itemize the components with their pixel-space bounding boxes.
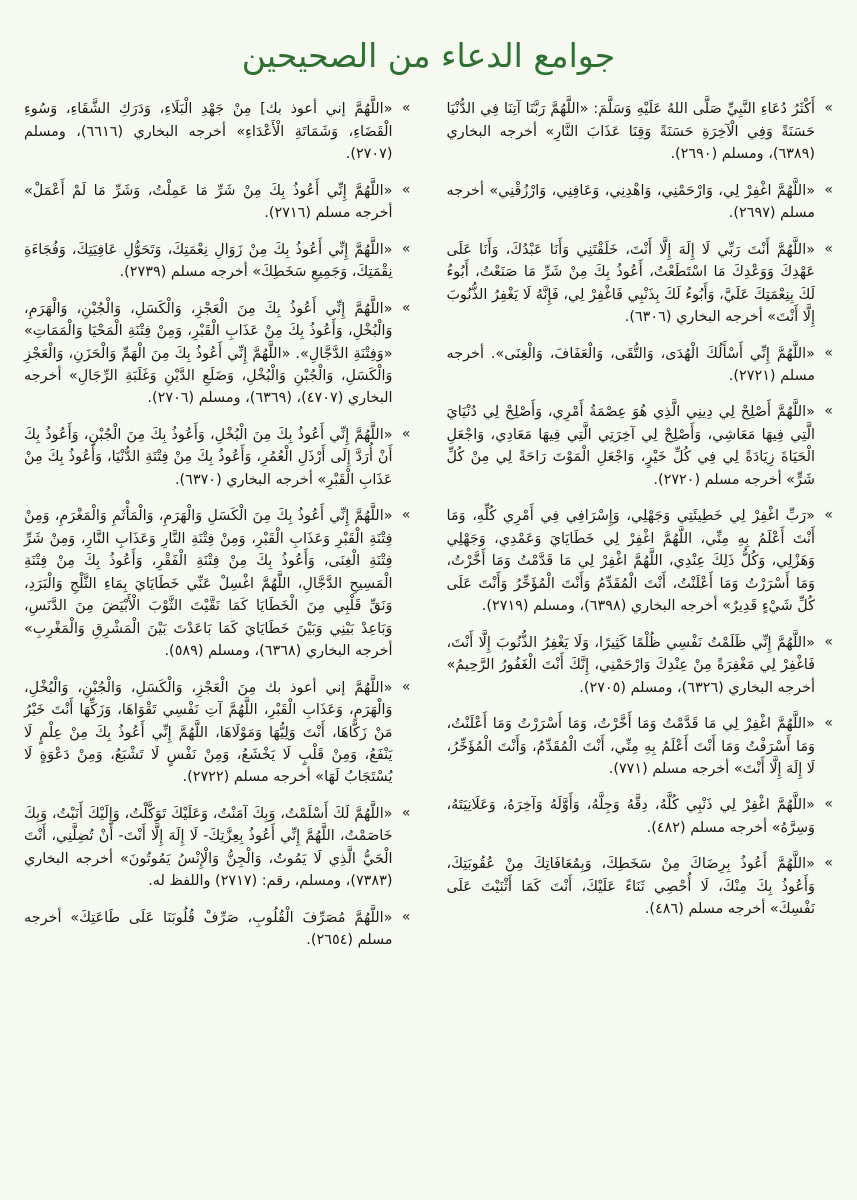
bullet-marker: » <box>824 633 833 650</box>
dua-text: «اللَّهُمَّ إِنِّي أَعُوذُ بِكَ مِنْ زَوَالِ نِعْمَتِكَ، وَتَحَوُّلِ عَافِيَتِكَ، وَفُجَاءَةِ نِقْمَتِكَ، وَجَمِيعِ سَخَطِكَ» أخرجه مسلم (٢٧٣٩). <box>24 241 393 281</box>
dua-entry <box>447 853 834 920</box>
dua-entry <box>447 794 834 839</box>
dua-entry <box>447 401 834 491</box>
dua-entry <box>447 180 834 225</box>
dua-entry <box>24 677 411 789</box>
columns <box>24 98 833 965</box>
bullet-marker: » <box>401 240 411 257</box>
bullet-marker: » <box>401 908 411 925</box>
bullet-marker: » <box>824 403 833 420</box>
dua-text: «اللَّهُمَّ إِنِّي أَعُوذُ بِكَ مِنَ الْكَسَلِ وَالْهَرَمِ، وَالْمَأْثَمِ وَالْمَغْرَمِ، وَمِنْ فِتْنَةِ الْقَبْرِ وَعَذَابِ الْقَبْرِ، وَمِنْ فِتْنَةِ النَّارِ وَعَذَابِ النَّارِ، وَمِنْ شَرِّ فِتْنَةِ الْغِنَى، وَأَعُوذُ بِكَ مِنْ فِتْنَةِ الْفَقْرِ، وَأَعُوذُ بِكَ مِنْ فِتْنَةِ الْمَسِيحِ الدَّجَّالِ، اللَّهُمَّ اغْسِلْ عَنِّي خَطَايَايَ بِمَاءِ الثَّلْجِ وَالْبَرَدِ، وَنَقِّ قَلْبِي مِنَ الْخَطَايَا كَمَا نَقَّيْتَ الثَّوْبَ الْأَبْيَضَ مِنَ الدَّنَسِ، وَبَاعِدْ بَيْنِي وَبَيْنَ خَطَايَايَ كَمَا بَاعَدْتَ بَيْنَ الْمَشْرِقِ وَالْمَغْرِبِ» أخرجه البخاري (٦٣٦٨)، ومسلم (٥٨٩). <box>24 508 393 660</box>
dua-text: «رَبِّ اغْفِرْ لِي خَطِيئَتِي وَجَهْلِي، وَإِسْرَافِي فِي أَمْرِي كُلِّهِ، وَمَا أَنْتَ أَعْلَمُ بِهِ مِنِّي، اللَّهُمَّ اغْفِرْ لِي خَطَايَايَ وَعَمْدِي، وَجَهْلِي وَهَزْلِي، وَكُلُّ ذَلِكَ عِنْدِي، اللَّهُمَّ اغْفِرْ لِي مَا قَدَّمْتُ وَمَا أَخَّرْتُ، وَمَا أَسْرَرْتُ وَمَا أَعْلَنْتُ، أَنْتَ الْمُقَدِّمُ وَأَنْتَ الْمُؤَخِّرُ وَأَنْتَ عَلَى كُلِّ شَيْءٍ قَدِيرٌ» أخرجه البخاري (٦٣٩٨)، ومسلم (٢٧١٩). <box>446 508 815 615</box>
bullet-marker: » <box>401 181 411 198</box>
dua-entry <box>24 424 411 491</box>
dua-text: «اللَّهُمَّ أَصْلِحْ لِي دِينِي الَّذِي هُوَ عِصْمَةُ أَمْرِي، وَأَصْلِحْ لِي دُنْيَايَ الَّتِي فِيهَا مَعَاشِي، وَأَصْلِحْ لِي آخِرَتِي الَّتِي فِيهَا مَعَادِي، وَاجْعَلِ الْحَيَاةَ زِيَادَةً لِي فِي كُلِّ خَيْرٍ، وَاجْعَلِ الْمَوْتَ رَاحَةً لِي مِنْ كُلِّ شَرٍّ» أخرجه مسلم (٢٧٢٠). <box>446 404 815 488</box>
bullet-marker: » <box>401 299 411 316</box>
dua-entry <box>24 505 411 662</box>
dua-entry <box>447 98 834 165</box>
dua-entry <box>447 632 834 699</box>
dua-text: «اللَّهُمَّ إِنِّي ظَلَمْتُ نَفْسِي ظُلْمًا كَثِيرًا، وَلَا يَغْفِرُ الذُّنُوبَ إِلَّا أَنْتَ، فَاغْفِرْ لِي مَغْفِرَةً مِنْ عِنْدِكَ وَارْحَمْنِي، إِنَّكَ أَنْتَ الْغَفُورُ الرَّحِيمُ» أخرجه البخاري (٦٣٢٦)، ومسلم (٢٧٠٥). <box>446 634 815 696</box>
dua-text: «اللَّهُمَّ إِنِّي أَعُوذُ بِكَ مِنَ الْعَجْزِ، وَالْكَسَلِ، وَالْجُبْنِ، وَالْهَرَمِ، وَالْبُخْلِ، وَأَعُوذُ بِكَ مِنْ عَذَابِ الْقَبْرِ، وَمِنْ فِتْنَةِ الْمَحْيَا وَالْمَمَاتِ» «وَفِتْنَةِ الدَّجَّالِ». «اللَّهُمَّ إِنِّي أَعُوذُ بِكَ مِنَ الْهَمِّ وَالْحَزَنِ، وَالْعَجْزِ وَالْكَسَلِ، وَالْجُبْنِ وَالْبُخْلِ، وَضَلَعِ الدَّيْنِ وَغَلَبَةِ الرِّجَالِ» أخرجه البخاري (٤٧٠٧)، (٦٣٦٩)، ومسلم (٢٧٠٦). <box>24 300 393 407</box>
dua-text: «اللَّهُمَّ إِنِّي أَعُوذُ بِكَ مِنْ شَرِّ مَا عَمِلْتُ، وَشَرِّ مَا لَمْ أَعْمَلْ» أخرجه مسلم (٢٧١٦). <box>24 182 393 222</box>
dua-entry <box>447 239 834 329</box>
dua-entry <box>447 505 834 617</box>
dua-text: «اللَّهُمَّ إِنِّي أَسْأَلُكَ الْهُدَى، وَالتُّقَى، وَالْعَفَافَ، وَالْغِنَى». أخرجه مسلم (٢٧٢١). <box>446 345 815 384</box>
bullet-marker: » <box>401 507 411 524</box>
right-column <box>447 98 834 965</box>
dua-entry <box>447 713 834 780</box>
dua-entry <box>447 343 834 388</box>
dua-text: «اللَّهُمَّ أَعُوذُ بِرِضَاكَ مِنْ سَخَطِكَ، وَبِمُعَافَاتِكَ مِنْ عُقُوبَتِكَ، وَأَعُوذُ بِكَ مِنْكَ، لَا أُحْصِي ثَنَاءً عَلَيْكَ، أَنْتَ كَمَا أَثْنَيْتَ عَلَى نَفْسِكَ» أخرجه مسلم (٤٨٦). <box>446 856 815 918</box>
dua-text: «اللَّهُمَّ إِنِّي أَعُوذُ بِكَ مِنَ الْبُخْلِ، وَأَعُوذُ بِكَ مِنَ الْجُبْنِ، وَأَعُوذُ بِكَ أَنْ أُرَدَّ إِلَى أَرْذَلِ الْعُمُرِ، وَأَعُوذُ بِكَ مِنْ فِتْنَةِ الدُّنْيَا، وَأَعُوذُ بِكَ مِنْ عَذَابِ الْقَبْرِ» أخرجه البخاري (٦٣٧٠). <box>24 426 393 488</box>
bullet-marker: » <box>824 344 833 361</box>
left-column <box>24 98 411 965</box>
dua-text: «اللَّهُمَّ اغْفِرْ لِي ذَنْبِي كُلَّهُ، دِقَّهُ وَجِلَّهُ، وَأَوَّلَهُ وَآخِرَهُ، وَعَلَانِيَتَهُ، وَسِرَّهُ» أخرجه مسلم (٤٨٢). <box>446 797 815 836</box>
dua-entry <box>24 180 411 225</box>
dua-text: «اللَّهُمَّ إني أعوذ بك] مِنْ جَهْدِ الْبَلَاءِ، وَدَرَكِ الشَّقَاءِ، وَسُوءِ الْقَضَاءِ، وَشَمَاتَةِ الْأَعْدَاءِ» أخرجه البخاري (٦٦١٦)، ومسلم (٢٧٠٧). <box>24 101 393 163</box>
dua-entry <box>24 239 411 284</box>
bullet-marker: » <box>824 100 833 117</box>
dua-entry <box>24 298 411 410</box>
bullet-marker: » <box>824 715 833 732</box>
bullet-marker: » <box>401 804 411 821</box>
dua-text: أَكْثَرُ دُعَاءِ النَّبِيِّ صَلَّى اللهُ عَلَيْهِ وَسَلَّمَ: «اللَّهُمَّ رَبَّنَا آتِنَا فِي الدُّنْيَا حَسَنَةً وَفِي الْآخِرَةِ حَسَنَةً وَقِنَا عَذَابَ النَّارِ» أخرجه البخاري (٦٣٨٩)، ومسلم (٢٦٩٠). <box>446 101 815 163</box>
bullet-marker: » <box>401 425 411 442</box>
bullet-marker: » <box>824 181 833 198</box>
dua-entry <box>24 803 411 893</box>
page-title: جوامع الدعاء من الصحيحين <box>241 36 616 75</box>
bullet-marker: » <box>824 796 833 813</box>
dua-entry <box>24 98 411 165</box>
bullet-marker: » <box>824 507 833 524</box>
bullet-marker: » <box>401 100 411 117</box>
dua-text: «اللَّهُمَّ اغْفِرْ لِي مَا قَدَّمْتُ وَمَا أَخَّرْتُ، وَمَا أَسْرَرْتُ وَمَا أَعْلَنْتُ، وَمَا أَسْرَفْتُ وَمَا أَنْتَ أَعْلَمُ بِهِ مِنِّي، أَنْتَ الْمُقَدِّمُ، وَأَنْتَ الْمُؤَخِّرُ، لَا إِلَهَ إِلَّا أَنْتَ» أخرجه مسلم (٧٧١). <box>446 716 815 778</box>
dua-entry <box>24 907 411 952</box>
dua-text: «اللَّهُمَّ لَكَ أَسْلَمْتُ، وَبِكَ آمَنْتُ، وَعَلَيْكَ تَوَكَّلْتُ، وَإِلَيْكَ أَنَبْتُ، وَبِكَ خَاصَمْتُ، اللَّهُمَّ إِنِّي أَعُوذُ بِعِزَّتِكَ- لَا إِلَهَ إِلَّا أَنْتَ- أَنْ تُضِلَّنِي، أَنْتَ الْحَيُّ الَّذِي لَا يَمُوتُ، وَالْجِنُّ وَالْإِنْسُ يَمُوتُونَ» أخرجه البخاري (٧٣٨٣)، ومسلم، رقم: (٢٧١٧) واللفظ له. <box>24 805 393 890</box>
bullet-marker: » <box>824 855 833 872</box>
dua-text: «اللَّهُمَّ إني أعوذ بك مِنَ الْعَجْزِ، وَالْكَسَلِ، وَالْجُبْنِ، وَالْبُخْلِ، وَالْهَرَمِ، وَعَذَابِ الْقَبْرِ، اللَّهُمَّ آتِ نَفْسِي تَقْوَاهَا، وَزَكِّهَا أَنْتَ خَيْرُ مَنْ زَكَّاهَا، أَنْتَ وَلِيُّهَا وَمَوْلَاهَا، اللَّهُمَّ إِنِّي أَعُوذُ بِكَ مِنْ عِلْمٍ لَا يَنْفَعُ، وَمِنْ قَلْبٍ لَا يَخْشَعُ، وَمِنْ نَفْسٍ لَا تَشْبَعُ، وَمِنْ دَعْوَةٍ لَا يُسْتَجَابُ لَهَا» أخرجه مسلم (٢٧٢٢). <box>24 679 393 786</box>
bullet-marker: » <box>824 240 833 257</box>
bullet-marker: » <box>401 678 411 695</box>
dua-text: «اللَّهُمَّ أَنْتَ رَبِّي لَا إِلَهَ إِلَّا أَنْتَ، خَلَقْتَنِي وَأَنَا عَبْدُكَ، وَأَنَا عَلَى عَهْدِكَ وَوَعْدِكَ مَا اسْتَطَعْتُ، أَعُوذُ بِكَ مِنْ شَرِّ مَا صَنَعْتُ، أَبُوءُ لَكَ بِنِعْمَتِكَ عَلَيَّ، وَأَبُوءُ لَكَ بِذَنْبِي فَاغْفِرْ لِي، فَإِنَّهُ لَا يَغْفِرُ الذُّنُوبَ إِلَّا أَنْتَ» أخرجه البخاري (٦٣٠٦). <box>446 241 815 326</box>
dua-text: «اللَّهُمَّ اغْفِرْ لِي، وَارْحَمْنِي، وَاهْدِنِي، وَعَافِنِي، وَارْزُقْنِي» أخرجه مسلم (٢٦٩٧). <box>446 182 815 222</box>
dua-text: «اللَّهُمَّ مُصَرِّفَ الْقُلُوبِ، صَرِّفْ قُلُوبَنَا عَلَى طَاعَتِكَ» أخرجه مسلم (٢٦٥٤). <box>24 909 393 949</box>
